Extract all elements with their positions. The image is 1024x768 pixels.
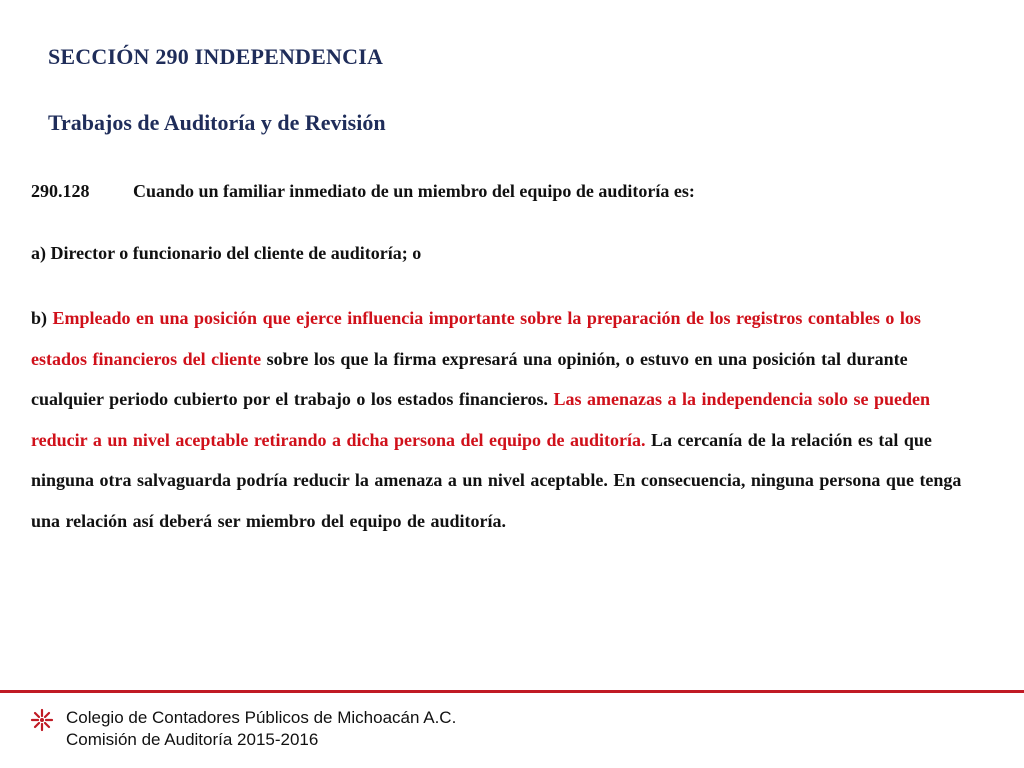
list-item-a: a) Director o funcionario del cliente de auditoría; o: [31, 243, 422, 263]
footer-divider: [0, 690, 1024, 693]
intro-text: Cuando un familiar inmediato de un miembro del equipo de auditoría es:: [133, 181, 695, 201]
page-subtitle: Trabajos de Auditoría y de Revisión: [48, 110, 386, 135]
item-b-text-1: sobre los que la firma expresará una opinión, o estuvo en una posición tal durante cualquier periodo cubierto por el trabajo o los estados financieros.: [31, 348, 908, 409]
item-b-highlight-2: Las amenazas a la independencia solo se pueden reducir a un nivel aceptable retirando a dicha persona del equipo de auditoría.: [31, 389, 931, 450]
page-title: SECCIÓN 290 INDEPENDENCIA: [48, 44, 384, 69]
intro-paragraph: [31, 181, 695, 202]
college-emblem-icon: [28, 706, 56, 734]
item-b-highlight-1: Empleado en una posición que ejerce influencia importante sobre la preparación de los registros contables o los estados financieros del cliente: [31, 308, 921, 369]
list-item-b: [31, 298, 981, 541]
item-b-text-2: La cercanía de la relación es tal que ninguna otra salvaguarda podría reducir la amenaza a un nivel aceptable. En consecuencia, ninguna persona que tenga una relación así deberá ser miembro del equipo de auditoría.: [31, 429, 962, 531]
footer-organization: Colegio de Contadores Públicos de Michoacán A.C.: [66, 708, 457, 727]
paragraph-number: 290.128: [31, 181, 90, 201]
footer-commission: Comisión de Auditoría 2015-2016: [66, 730, 319, 749]
item-b-prefix: b): [31, 308, 53, 328]
footer-text: [66, 707, 456, 751]
